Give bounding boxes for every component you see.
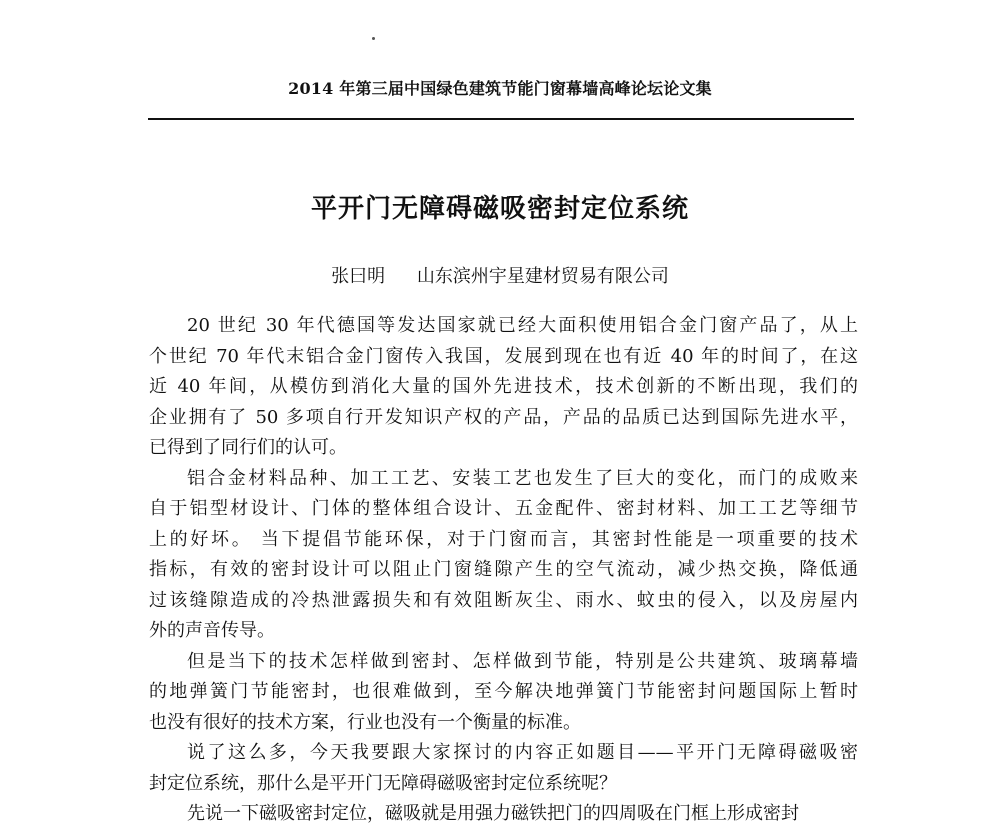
scan-speck (372, 37, 375, 40)
body-line: 先说一下磁吸密封定位，磁吸就是用强力磁铁把门的四周吸在门框上形成密封 (187, 803, 799, 824)
body-line: 但是当下的技术怎样做到密封、怎样做到节能，特别是公共建筑、玻璃幕墙 (187, 650, 858, 672)
body-line: 上的好坏。 当下提倡节能环保，对于门窗而言，其密封性能是一项重要的技术 (149, 528, 858, 550)
body-line: 近 40 年间，从模仿到消化大量的国外先进技术，技术创新的不断出现，我们的 (149, 376, 858, 397)
body-line: 外的声音传导。 (149, 620, 275, 641)
body-line: 铝合金材料品种、加工工艺、安装工艺也发生了巨大的变化，而门的成败来 (187, 467, 858, 489)
author-name: 张曰明 (331, 266, 386, 287)
body-line: 封定位系统，那什么是平开门无障碍磁吸密封定位系统呢？ (149, 772, 617, 794)
body-line: 已得到了同行们的认可。 (149, 437, 347, 458)
body-line: 20 世纪 30 年代德国等发达国家就已经大面积使用铝合金门窗产品了，从上 (187, 315, 858, 336)
body-text (149, 311, 858, 824)
author-affiliation: 山东滨州宇星建材贸易有限公司 (416, 266, 669, 287)
body-line: 自于铝型材设计、门体的整体组合设计、五金配件、密封材料、加工工艺等细节 (149, 498, 858, 519)
body-line: 企业拥有了 50 多项自行开发知识产权的产品，产品的品质已达到国际先进水平， (149, 406, 858, 428)
body-line: 个世纪 70 年代末铝合金门窗传入我国，发展到现在也有近 40 年的时间了，在这 (149, 345, 858, 367)
body-line: 说了这么多，今天我要跟大家探讨的内容正如题目——平开门无障碍磁吸密 (187, 742, 858, 763)
body-line: 的地弹簧门节能密封，也很难做到，至今解决地弹簧门节能密封问题国际上暂时 (149, 681, 858, 702)
body-line: 过该缝隙造成的冷热泄露损失和有效阻断灰尘、雨水、蚊虫的侵入，以及房屋内 (149, 589, 858, 611)
body-line: 指标，有效的密封设计可以阻止门窗缝隙产生的空气流动，减少热交换，降低通 (149, 559, 858, 580)
paper-title: 平开门无障碍磁吸密封定位系统 (310, 194, 689, 224)
body-line: 也没有很好的技术方案，行业也没有一个衡量的标准。 (149, 711, 581, 733)
proceedings-header: 2014 年第三届中国绿色建筑节能门窗幕墙高峰论坛论文集 (288, 79, 712, 98)
header-rule (148, 118, 854, 120)
byline (150, 262, 850, 288)
